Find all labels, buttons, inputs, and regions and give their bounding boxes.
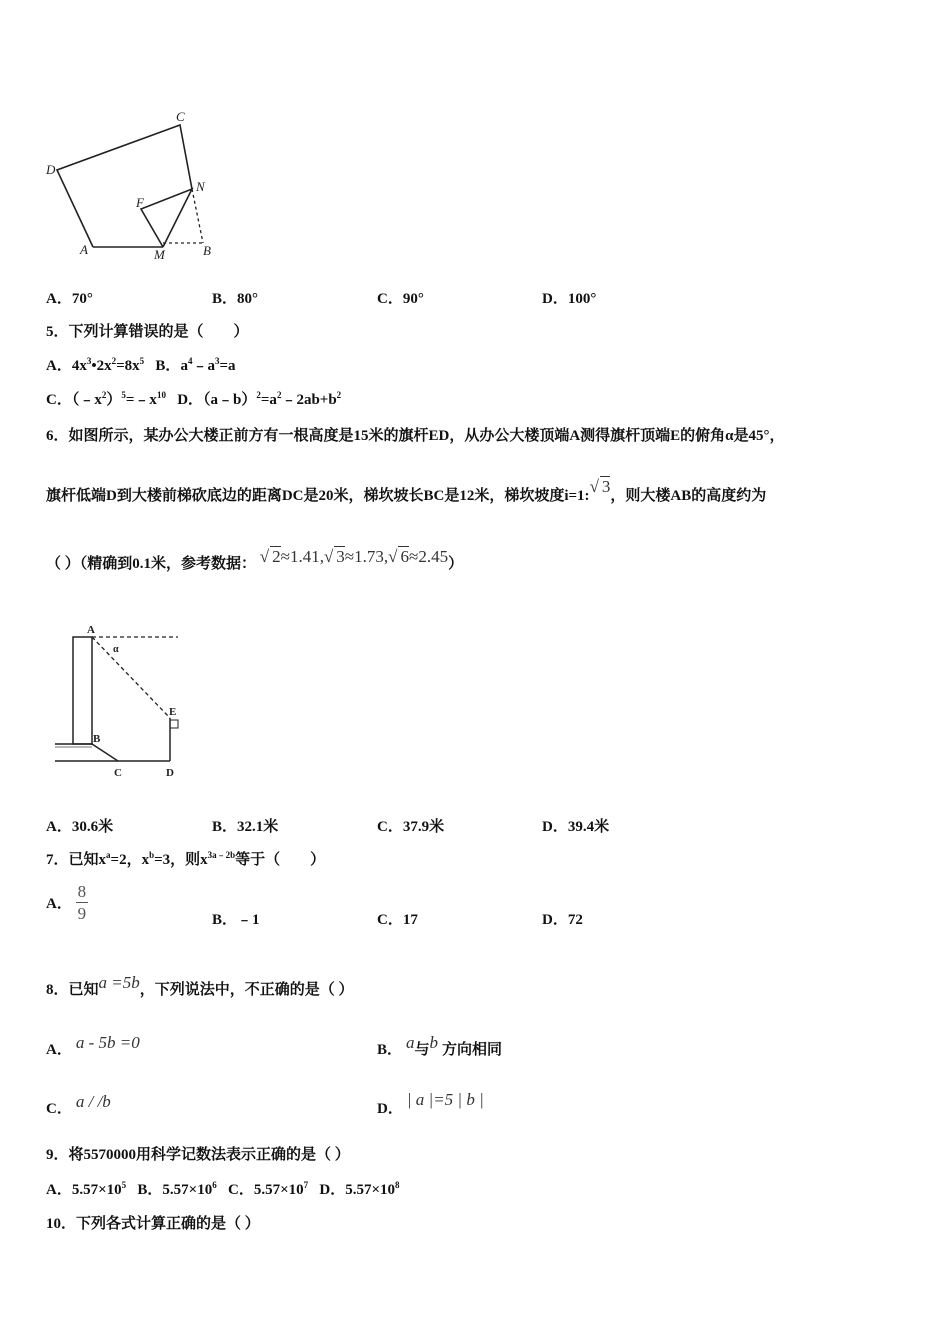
q7-option-b: B．﹣1 — [212, 912, 260, 928]
q6-stem-line1: 6．如图所示，某办公大楼正前方有一根高度是15米的旗杆ED，从办公大楼顶端A测得旗杆顶端E的俯角α是45°， — [46, 428, 785, 444]
q7-option-a: A． $\frac{8}{9}$ — [46, 882, 87, 923]
label-d2: D — [166, 767, 174, 779]
label-a2: A — [87, 624, 95, 636]
label-a: A — [80, 242, 88, 257]
label-n: N — [196, 179, 205, 194]
label-b2: B — [93, 733, 101, 745]
slope-bc — [92, 744, 118, 761]
q8-option-c: C． a / /b — [46, 1092, 111, 1117]
q4-option-d: D．100° — [542, 291, 597, 307]
q8-option-b: B． a与b 方向相同 — [377, 1033, 503, 1058]
q5-options-ab: A．$4x^3•2x^2=8x^5$ B．$a^4﹣a^3=a$ — [46, 356, 236, 374]
label-c: C — [176, 109, 185, 124]
q6-stem-line2: 旗杆低端D到大楼前梯砍底边的距离DC是20米，梯坎坡长BC是12米，梯坎坡度i=1:√ 3，则大楼AB的高度约为 — [46, 477, 767, 504]
figure-pentagon-fold — [40, 105, 240, 265]
label-f: F — [136, 195, 144, 210]
figure-building-flagpole — [50, 620, 190, 785]
q9-options: A．$5.57\times 10^5$ B．$5.57\times 10^6$ C．$5.57\times 10^7$ D．$5.57\times 10^8$ — [46, 1180, 400, 1198]
q8-option-d: D． | a |=5 | b | — [377, 1090, 484, 1117]
building — [73, 637, 92, 744]
q6-stem-line3: （ ）（精确到0.1米，参考数据： √ 2≈1.41,√ 3≈1.73,√ 6≈2.45） — [46, 547, 464, 572]
q6-option-d: D．39.4米 — [542, 819, 610, 835]
q8-stem: 8．已知a =5b，下列说法中，不正确的是（ ） — [46, 973, 354, 998]
q8-option-a: A． a - 5b =0 — [46, 1033, 140, 1058]
q4-option-c: C．90° — [377, 291, 424, 307]
label-c2: C — [114, 767, 122, 779]
q7-fraction: $\frac{8}{9}$ — [77, 882, 87, 923]
q6-option-a: A．30.6米 — [46, 819, 114, 835]
depression-sightline — [92, 637, 170, 718]
q5-stem: 5．下列计算错误的是（ ） — [46, 324, 249, 340]
q6-option-c: C．37.9米 — [377, 819, 445, 835]
dashed-nb — [192, 189, 203, 243]
q7-stem: 7．已知$x^a=2$，$x^b=3$，则$x^{3a﹣2b}$等于（ ） — [46, 850, 326, 868]
label-b: B — [203, 243, 211, 258]
q4-option-b: B．80° — [212, 291, 259, 307]
q6-option-b: B．32.1米 — [212, 819, 279, 835]
q7-option-c: C．17 — [377, 912, 418, 928]
q4-option-a: A．70° — [46, 291, 93, 307]
q5-options-cd: C．$(﹣x^2)^5=﹣x^{10}$ D．$(a﹣b)^2=a^2﹣2ab+b^2$ — [46, 390, 342, 408]
fold-triangle — [141, 189, 192, 247]
q6-reference-data: √ 2≈1.41,√ 3≈1.73,√ 6≈2.45 — [259, 547, 449, 566]
label-alpha: α — [113, 644, 119, 655]
q7-option-d: D．72 — [542, 912, 583, 928]
flag — [170, 720, 178, 728]
label-e2: E — [169, 706, 177, 718]
q10-stem: 10．下列各式计算正确的是（ ） — [46, 1216, 260, 1232]
q9-stem: 9．将5570000用科学记数法表示正确的是（ ） — [46, 1147, 350, 1163]
label-m: M — [154, 247, 165, 262]
label-d: D — [46, 162, 56, 177]
